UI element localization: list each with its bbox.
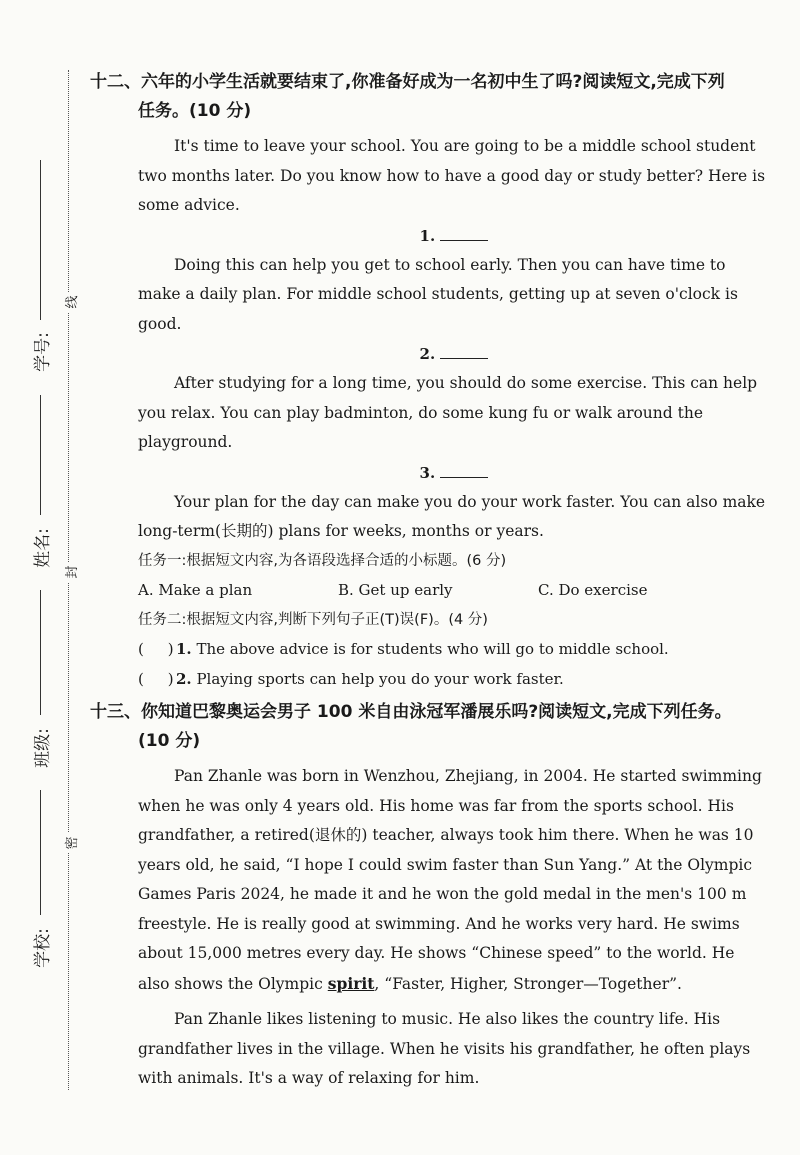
subtitle-number: 2.: [419, 345, 436, 363]
q12-subtitle-1: [90, 221, 770, 251]
q12-options: [90, 576, 770, 606]
subtitle-number: 1.: [419, 226, 436, 245]
q12-paragraph-1: Doing this can help you get to school early. Then you can have time to make a daily plan. For middle school students, getting up at seven o'clock is good.: [138, 255, 738, 333]
q13-paragraph-2: Pan Zhanle likes listening to music. He also likes the country life. His grandfather lives in the village. When he visits his grandfather, he often plays with animals. It's a way of relaxing for him.: [138, 1010, 751, 1087]
option-b: B. Get up early: [338, 581, 453, 599]
option-c: C. Do exercise: [538, 581, 648, 599]
q12-heading-line2: 任务。(10 分): [138, 101, 252, 121]
q12-subtitle-2: [90, 339, 770, 369]
q12-heading-line1: 十二、六年的小学生活就要结束了,你准备好成为一名初中生了吗?阅读短文,完成下列: [90, 72, 725, 92]
judge-text: The above advice is for students who will go to middle school.: [196, 640, 669, 658]
spirit-word: spirit: [327, 973, 375, 993]
judge-number: 2.: [176, 669, 192, 688]
q13-paragraph-1: Pan Zhanle was born in Wenzhou, Zhejiang, in 2004. He started swimming when he was only 4 years old. His home was far from the sports school. His grandfather, a retired(退休的) teacher, always took him there. When he was 10 years old, he said, “I hope I could swim faster than Sun Yang.” At the Olympic Games Paris 2024, he made it and he won the gold medal in the men's 100 m freestyle. He is really good at swimming. And he works very hard. He swims about 15,000 metres every day. He shows “Chinese speed” to the world. He also shows the Olympic spirit, “Faster, Higher, Stronger—Together”.: [138, 767, 762, 993]
answer-parens[interactable]: ( ): [138, 669, 174, 688]
q12-task-2: 任务二:根据短文内容,判断下列句子正(T)误(F)。(4 分): [138, 611, 488, 628]
option-a: A. Make a plan: [138, 581, 253, 599]
xuehao-blank-line: [40, 160, 41, 320]
subtitle-number: 3.: [419, 463, 436, 482]
judge-number: 1.: [176, 640, 192, 658]
question-13: [90, 698, 770, 1094]
xingming-blank-line: [40, 395, 41, 515]
q13-heading-line1: 十三、你知道巴黎奥运会男子 100 米自由泳冠军潘展乐吗?阅读短文,完成下列任务。: [90, 702, 732, 722]
q12-intro: It's time to leave your school. You are going to be a middle school student two months later. Do you know how to have a good day or study better? Here is some advice.: [138, 137, 766, 214]
subtitle-blank[interactable]: [440, 463, 488, 478]
answer-parens[interactable]: ( ): [138, 640, 174, 658]
q12-judge-1: [90, 635, 770, 665]
binding-margin: [0, 0, 90, 1155]
banji-label: 班级:: [32, 728, 53, 768]
q13-heading-line2: (10 分): [138, 731, 201, 751]
exam-content: [90, 68, 770, 1094]
subtitle-blank[interactable]: [440, 226, 488, 241]
q12-judge-2: [90, 665, 770, 695]
xingming-label: 姓名:: [32, 528, 53, 568]
binding-char-xian: 线: [60, 292, 80, 312]
q12-paragraph-3: Your plan for the day can make you do your work faster. You can also make long-term(长期的) plans for weeks, months or years.: [138, 492, 766, 540]
judge-text: Playing sports can help you do your work faster.: [196, 669, 564, 688]
xuexiao-blank-line: [40, 790, 41, 915]
q12-paragraph-2: After studying for a long time, you should do some exercise. This can help you relax. You can play badminton, do some kung fu or walk around the playground.: [138, 374, 758, 451]
binding-char-mi: 密: [60, 833, 80, 853]
xuehao-label: 学号:: [32, 332, 53, 372]
subtitle-blank[interactable]: [440, 344, 488, 359]
xuexiao-label: 学校:: [32, 928, 53, 968]
binding-char-feng: 封: [60, 562, 80, 582]
q12-task-1: 任务一:根据短文内容,为各语段选择合适的小标题。(6 分): [138, 552, 507, 569]
q12-subtitle-3: [90, 458, 770, 488]
question-12: [90, 68, 770, 694]
banji-blank-line: [40, 590, 41, 715]
